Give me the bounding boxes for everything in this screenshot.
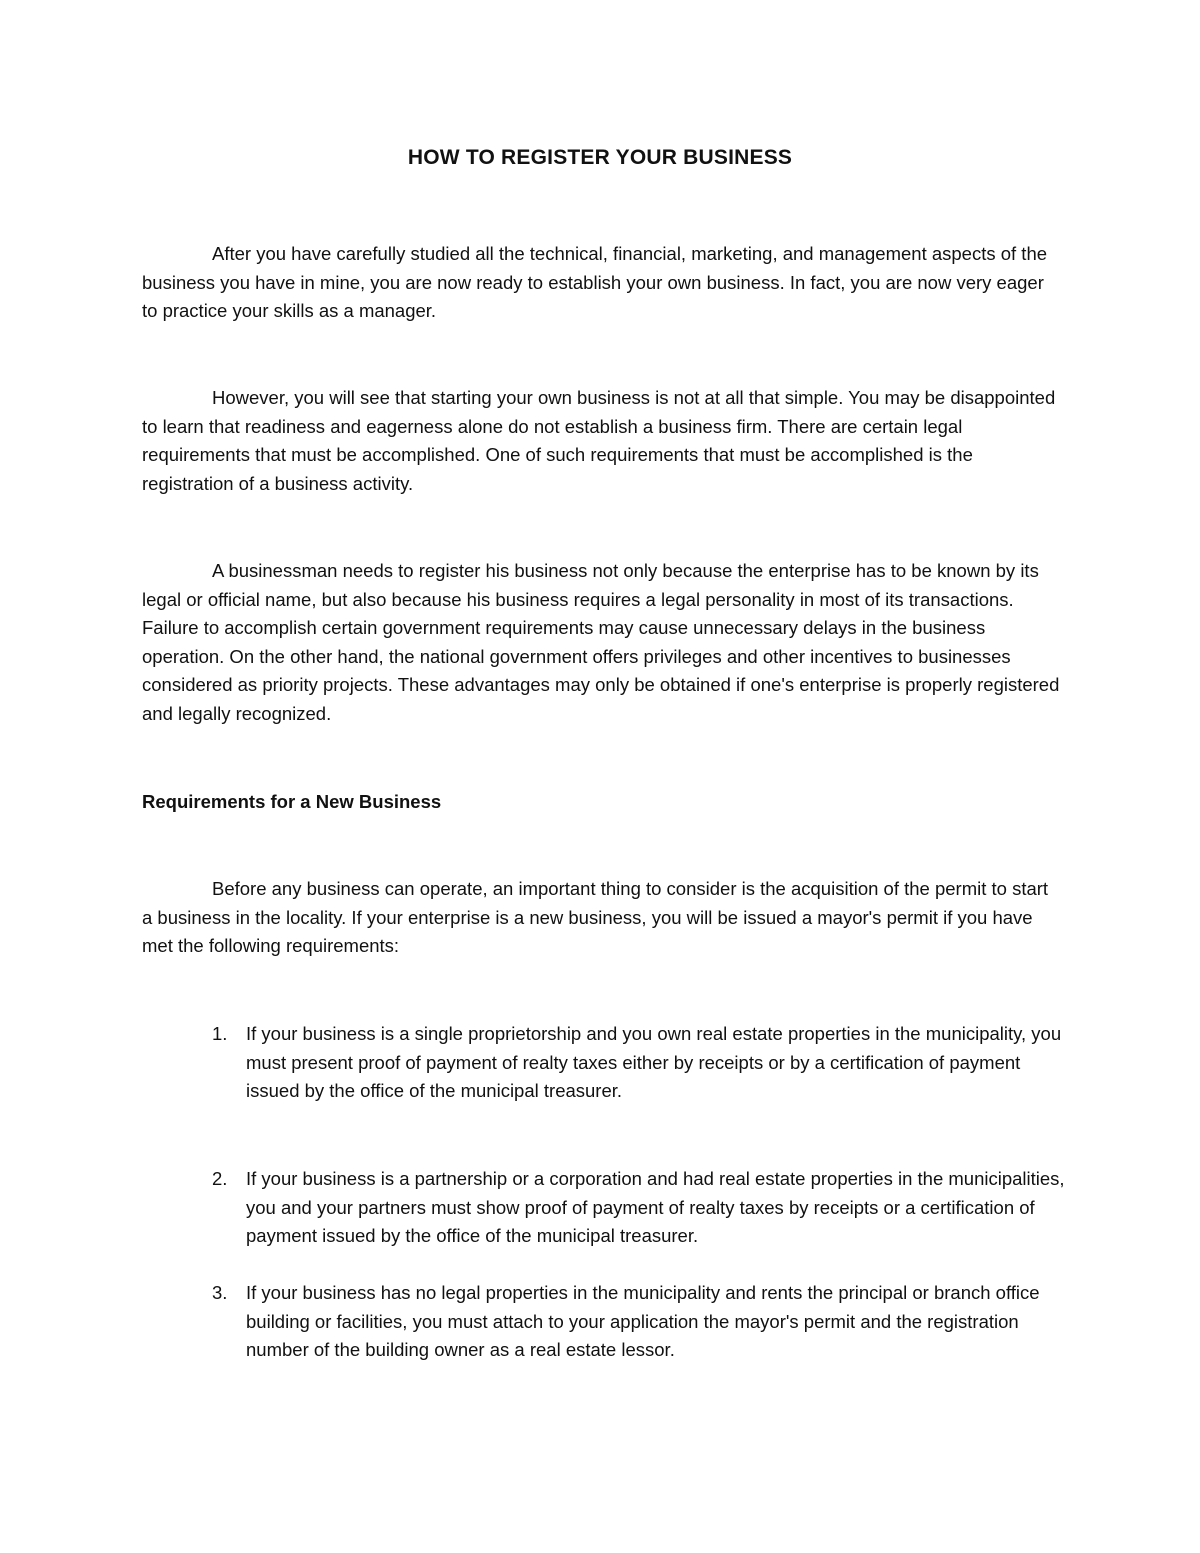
requirement-item-1 — [212, 1020, 1072, 1106]
paragraph-registration-reasons: A businessman needs to register his business not only because the enterprise has to be known by its legal or official name, but also because his business requires a legal personality in most of its transactions. Failure to accomplish certain government requirements may cause unnecessary delays in the business operation. On the other hand, the national government offers privileges and other incentives to businesses considered as priority projects. These advantages may only be obtained if one's enterprise is properly registered and legally recognized. — [142, 560, 1060, 724]
section-heading: Requirements for a New Business — [142, 791, 442, 812]
list-item-text: If your business is a partnership or a corporation and had real estate properties in the municipalities, you and your partners must show proof of payment of realty taxes by receipts or a certification of payment issued by the office of the municipal treasurer. — [246, 1168, 1065, 1246]
document-title: HOW TO REGISTER YOUR BUSINESS — [407, 146, 793, 169]
section-intro-paragraph: Before any business can operate, an important thing to consider is the acquisition of the permit to start a business in the locality. If your enterprise is a new business, you will be issued a mayor's permit if you have met the following requirements: — [142, 878, 1049, 956]
list-item-text: If your business is a single proprietorship and you own real estate properties in the municipality, you must present proof of payment of realty taxes either by receipts or by a certification of payment issued by the office of the municipal treasurer. — [246, 1023, 1062, 1101]
list-number: 3. — [212, 1282, 228, 1303]
list-item-text: If your business has no legal properties in the municipality and rents the principal or branch office building or facilities, you must attach to your application the mayor's permit and the registration number of the building owner as a real estate lessor. — [246, 1282, 1040, 1360]
requirement-item-2 — [212, 1165, 1072, 1251]
paragraph-intro: After you have carefully studied all the technical, financial, marketing, and management aspects of the business you have in mine, you are now ready to establish your own business. In fact, you are now very eager to practice your skills as a manager. — [142, 243, 1048, 321]
paragraph-legal-requirements: However, you will see that starting your own business is not at all that simple. You may be disappointed to learn that readiness and eagerness alone do not establish a business firm. There are certain legal requirements that must be accomplished. One of such requirements that must be accomplished is the registration of a business activity. — [142, 387, 1056, 494]
requirement-item-3 — [212, 1279, 1072, 1365]
list-number: 2. — [212, 1168, 228, 1189]
list-number: 1. — [212, 1023, 228, 1044]
